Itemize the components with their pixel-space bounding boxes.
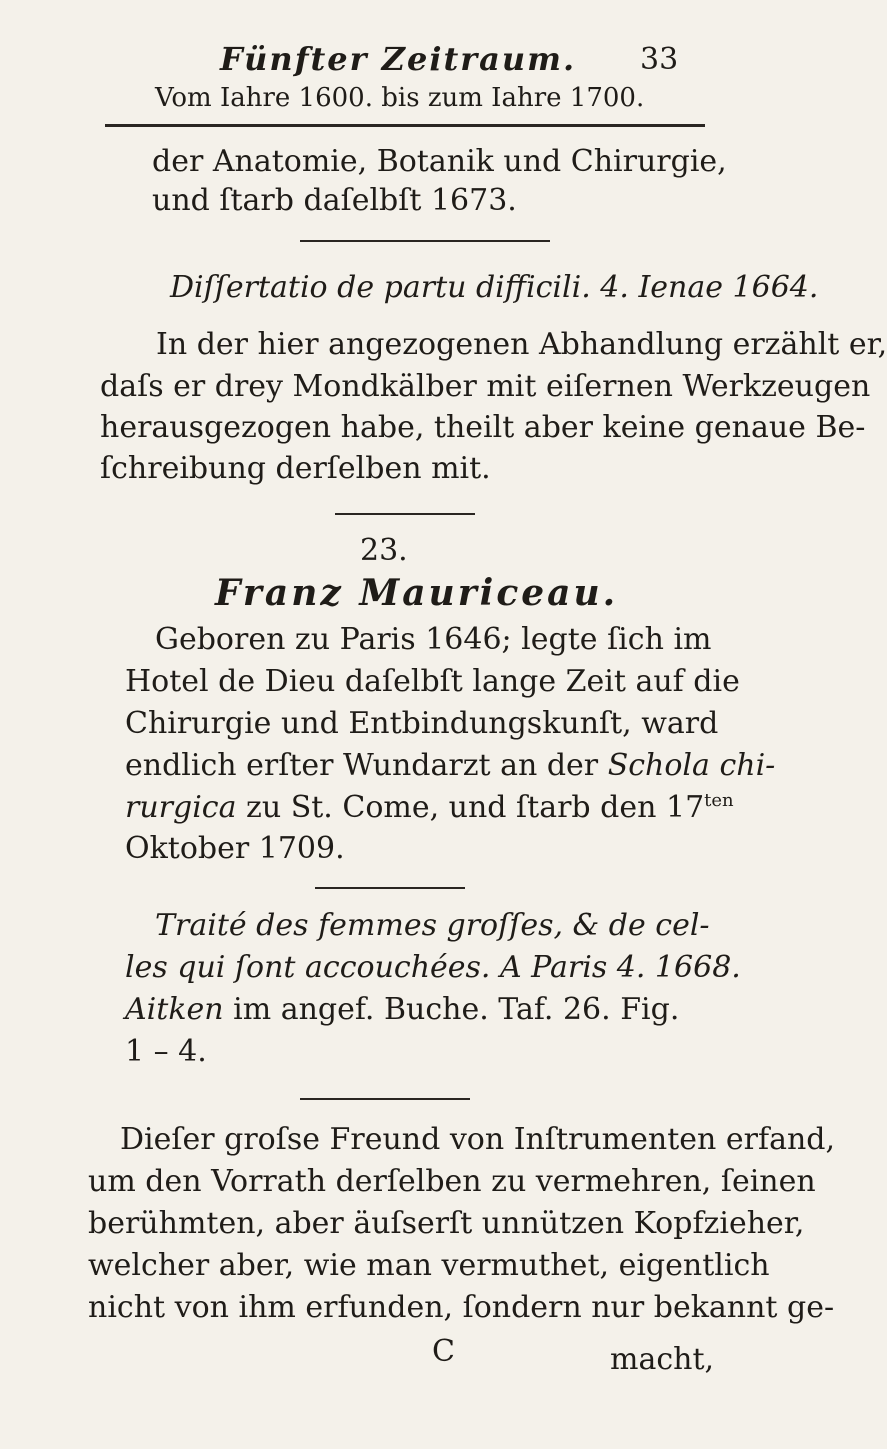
catchword: macht,: [610, 1342, 715, 1377]
page-number: 33: [640, 42, 679, 77]
text-line: nicht von ihm erfunden, ſondern nur bekannt ge-: [88, 1290, 835, 1325]
entry-name: Franz Mauriceau.: [215, 572, 619, 614]
section-divider: [335, 513, 475, 515]
section-divider: [300, 240, 550, 242]
section-divider: [300, 1098, 470, 1100]
signature-mark: C: [432, 1334, 455, 1369]
text-line: Chirurgie und Entbindungskunſt, ward: [125, 706, 719, 741]
entry-number: 23.: [360, 533, 408, 568]
text-line: welcher aber, wie man vermuthet, eigentlich: [88, 1248, 770, 1283]
text-span: zu St. Come, und ſtarb den 17: [236, 790, 705, 825]
italic-text: rurgica: [125, 790, 237, 825]
text-line: berühmten, aber äuſserſt unnützen Kopfzieher,: [88, 1206, 805, 1241]
section-divider: [315, 887, 465, 889]
italic-text: Schola chi-: [607, 748, 776, 783]
text-line: um den Vorrath derſelben zu vermehren, ſeinen: [88, 1164, 816, 1199]
text-line: der Anatomie, Botanik und Chirurgie,: [152, 144, 727, 179]
text-line: [125, 790, 734, 825]
running-head-title: Fünfter Zeitraum.: [220, 40, 577, 78]
text-span: endlich erſter Wundarzt an der: [125, 748, 608, 783]
text-line: 1 – 4.: [125, 1034, 207, 1069]
text-line: Geboren zu Paris 1646; legte ſich im: [155, 622, 712, 657]
text-line: ſchreibung derſelben mit.: [100, 451, 491, 486]
text-line: herausgezogen habe, theilt aber keine genaue Be-: [100, 410, 866, 445]
running-head-subtitle: Vom Iahre 1600. bis zum Iahre 1700.: [155, 83, 645, 113]
header-rule: [105, 124, 705, 127]
text-line: In der hier angezogenen Abhandlung erzählt er,: [156, 327, 887, 362]
superscript: ten: [704, 790, 734, 811]
text-span: im angef. Buche. Taf. 26. Fig.: [223, 992, 680, 1027]
text-line: [125, 748, 775, 783]
text-line: Hotel de Dieu daſelbſt lange Zeit auf die: [125, 664, 740, 699]
text-line: und ſtarb daſelbſt 1673.: [152, 183, 517, 218]
citation-title: les qui ſont accouchées. A Paris 4. 1668.: [125, 950, 741, 985]
text-line: [125, 992, 679, 1027]
citation-title: Diſſertatio de partu difficili. 4. Ienae 1664.: [170, 270, 819, 305]
text-line: Dieſer groſse Freund von Inſtrumenten erfand,: [120, 1122, 836, 1157]
text-line: daſs er drey Mondkälber mit eiſernen Werkzeugen: [100, 369, 871, 404]
text-line: Oktober 1709.: [125, 831, 345, 866]
italic-text: Aitken: [125, 992, 224, 1027]
citation-title: Traité des femmes groſſes, & de cel-: [155, 908, 710, 943]
